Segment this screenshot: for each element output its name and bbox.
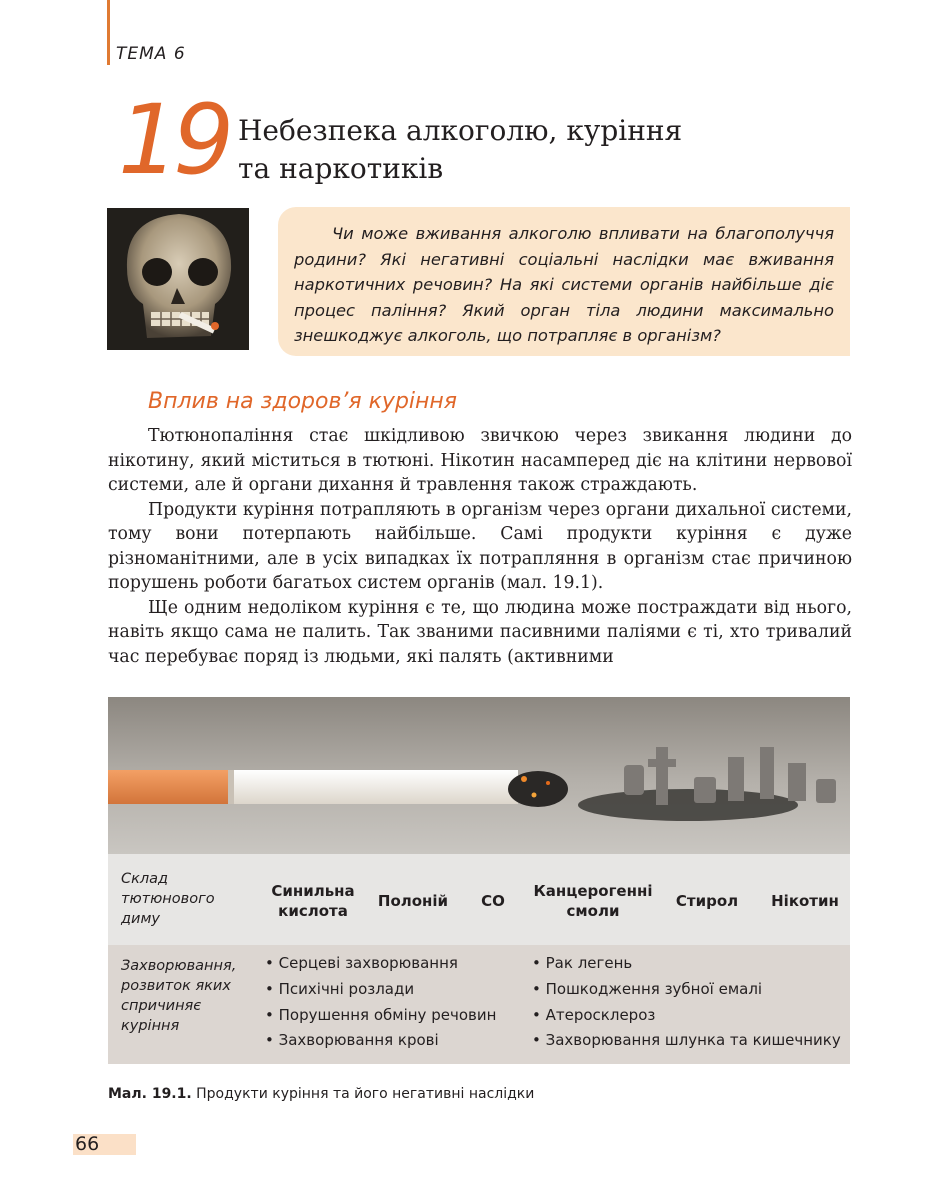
caption-label: Мал. 19.1.	[108, 1086, 192, 1102]
table-row-composition	[108, 854, 850, 945]
skull-illustration	[107, 208, 249, 350]
caption-text: Продукти куріння та його негативні наслідки	[191, 1086, 535, 1102]
lesson-number: 19	[118, 84, 229, 196]
table-row-diseases	[108, 945, 850, 1064]
list-item: • Психічні розлади	[265, 977, 496, 1003]
questions-box	[278, 207, 850, 356]
paragraph: Продукти куріння потрапляють в організм через органи дихальної системи, тому вони потерпають найбільше. Самі продукти куріння є дуже різноманітними, але в усіх випадках їх потрапляння в організм стає причиною порушень роботи багатьох систем органів (мал. 19.1).	[108, 499, 852, 593]
row-label-composition: Склад тютюнового диму	[121, 871, 215, 927]
paragraph: Ще одним недоліком куріння є те, що людина може постраждати від нього, навіть якщо сама не палить. Так званими пасивними паліями є ті, хто тривалий час перебуває поряд із людьми, які палять (активними	[108, 597, 852, 667]
list-item: • Рак легень	[532, 951, 841, 977]
row-label-diseases: Захворювання, розвиток яких спричиняє куріння	[121, 958, 237, 1034]
lesson-title	[238, 112, 798, 188]
list-item: • Пошкодження зубної емалі	[532, 977, 841, 1003]
list-item: • Серцеві захворювання	[265, 951, 496, 977]
lesson-title-line-2: та наркотиків	[238, 152, 444, 185]
figure-caption	[108, 1086, 534, 1102]
component-cell: Канцерогенні смоли	[533, 882, 653, 920]
topic-marker-bar	[107, 0, 110, 65]
component-cell: CO	[481, 892, 505, 910]
questions-text: Чи може вживання алкоголю впливати на благополуччя родини? Які негативні соціальні наслідки має вживання наркотичних речовин? На які системи органів найбільше діє процес паління? Який орган тіла людини максимально знешкоджує алкоголь, що потрапляє в організм?	[294, 224, 834, 345]
diseases-list-right	[532, 951, 841, 1054]
list-item: • Захворювання крові	[265, 1028, 496, 1054]
page-number: 66	[75, 1133, 100, 1155]
section-heading: Вплив на здоров’я куріння	[148, 389, 458, 414]
component-cell: Стирол	[675, 892, 739, 910]
component-cell: Нікотин	[771, 892, 839, 910]
skull-cigarette-image	[107, 208, 249, 350]
body-text	[108, 424, 852, 669]
topic-label: ТЕМА 6	[116, 44, 186, 64]
list-item: • Порушення обміну речовин	[265, 1003, 496, 1029]
cigarette-illustration	[108, 697, 850, 854]
paragraph: Тютюнопаління стає шкідливою звичкою через звикання людини до нікотину, який міститься в тютюні. Нікотин насамперед діє на клітини нервової системи, але й органи дихання й травлення також страждають.	[108, 426, 852, 495]
component-cell: Синильна кислота	[271, 882, 355, 920]
lesson-title-line-1: Небезпека алкоголю, куріння	[238, 114, 683, 147]
component-cell: Полоній	[377, 892, 449, 910]
diseases-list-left	[265, 951, 496, 1054]
list-item: • Атеросклероз	[532, 1003, 841, 1029]
cigarette-graveyard-image	[108, 697, 850, 854]
smoke-composition-table	[108, 854, 850, 1064]
list-item: • Захворювання шлунка та кишечнику	[532, 1028, 841, 1054]
